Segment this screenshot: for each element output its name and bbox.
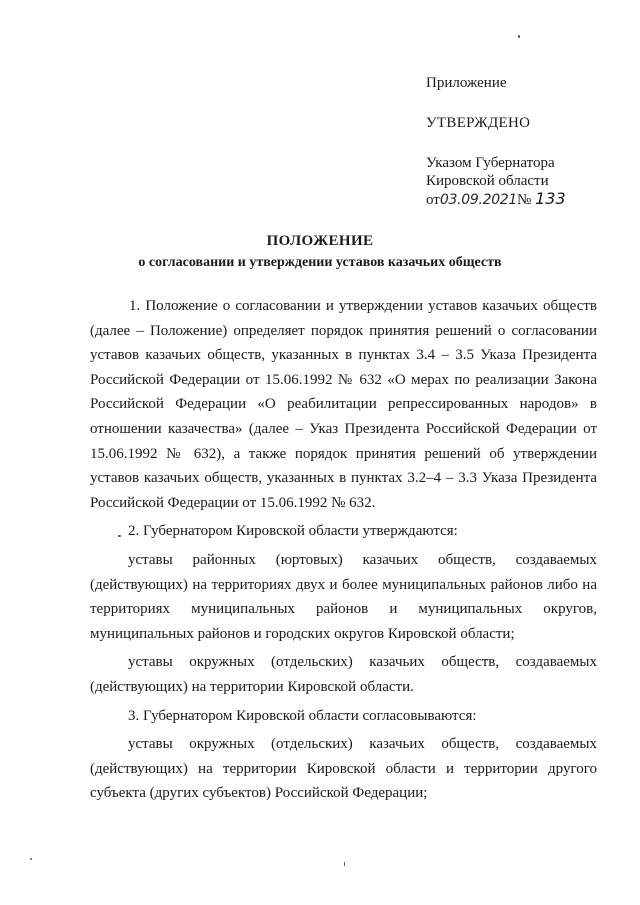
paragraph-2-item-2: уставы окружных (отдельских) казачьих обществ, создаваемых (действующих) на территории Кировской области.	[90, 654, 597, 695]
decree-line-3	[426, 190, 626, 209]
appendix-label: Приложение	[426, 75, 507, 91]
scan-speck	[518, 35, 520, 38]
decree-number-label: №	[517, 192, 532, 208]
document-body	[90, 294, 597, 806]
scan-speck	[344, 862, 345, 866]
paragraph-3-item-1: уставы окружных (отдельских) казачьих обществ, создаваемых (действующих) на территории Кировской области и территории другого субъекта (других субъектов) Российской Федерации;	[90, 736, 597, 802]
decree-reference	[426, 154, 626, 209]
document-subtitle: о согласовании и утверждении уставов казачьих обществ	[138, 255, 502, 270]
approved-stamp-label: УТВЕРЖДЕНО	[426, 115, 531, 131]
document-title: ПОЛОЖЕНИЕ	[266, 233, 374, 249]
paragraph-3: 3. Губернатором Кировской области согласовываются:	[128, 707, 477, 724]
paragraph-1: 1. Положение о согласовании и утверждении уставов казачьих обществ (далее – Положение) определяет порядок принятия решений о согласовании уставов казачьих обществ, указанных в пунктах 3.4 – 3.5 Указа Президента Российской Федерации от 15.06.1992 № 632 «О мерах по реализации Закона Российской Федерации «О реабилитации репрессированных народов» в отношении казачества» (далее – Указ Президента Российской Федерации от 15.06.1992 № 632), а также порядок принятия решений об утверждении уставов казачьих обществ, указанных в пунктах 3.2–4 – 3.3 Указа Президента Российской Федерации от 15.06.1992 № 632.	[90, 298, 597, 511]
paragraph-2-item-1: уставы районных (юртовых) казачьих обществ, создаваемых (действующих) на территориях двух и более муниципальных районов либо на территориях муниципальных районов и муниципальных округов, муниципальных районов и городских округов Кировской области;	[90, 551, 597, 642]
scan-speck	[30, 858, 32, 860]
decree-number-handwritten: 133	[535, 189, 566, 208]
decree-line-2: Кировской области	[426, 173, 549, 189]
decree-prefix: от	[426, 192, 440, 208]
decree-date-handwritten: 03.09.2021	[439, 192, 518, 208]
document-title-block	[0, 232, 640, 272]
approval-header	[426, 74, 626, 209]
decree-line-1: Указом Губернатора	[426, 155, 555, 171]
paragraph-2: 2. Губернатором Кировской области утверждаются:	[128, 523, 458, 540]
scan-speck	[118, 535, 121, 537]
